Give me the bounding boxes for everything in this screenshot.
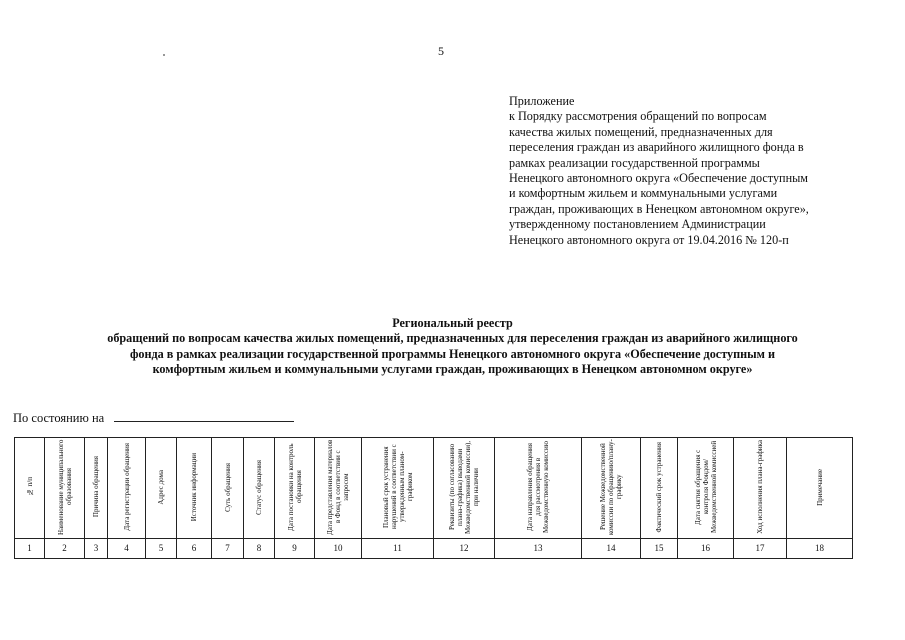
column-header bbox=[787, 438, 853, 539]
status-date-blank[interactable] bbox=[114, 421, 294, 422]
title-line: фонда в рамках реализации государственной программы Ненецкого автономного округа «Обеспечение доступным и bbox=[129, 346, 776, 361]
column-number: 18 bbox=[787, 539, 853, 559]
column-number: 4 bbox=[108, 539, 146, 559]
column-header bbox=[45, 438, 85, 539]
column-number: 6 bbox=[177, 539, 212, 559]
column-header-label: Наименование муниципального образования bbox=[56, 439, 73, 535]
column-header-label: Дата постановки на контроль обращения bbox=[286, 443, 303, 531]
appendix-line: утвержденному постановлением Администрации bbox=[509, 217, 766, 232]
column-header bbox=[678, 438, 734, 539]
appendix-line: Приложение bbox=[509, 94, 575, 108]
registry-table bbox=[14, 437, 853, 559]
column-header-label: Причина обращения bbox=[92, 456, 100, 518]
column-header bbox=[734, 438, 787, 539]
column-number: 11 bbox=[362, 539, 434, 559]
appendix-line: к Порядку рассмотрения обращений по вопросам bbox=[509, 109, 767, 124]
appendix-line: Ненецкого автономного округа от 19.04.2016 № 120-п bbox=[509, 232, 789, 247]
title-line: Региональный реестр bbox=[392, 316, 513, 330]
column-number: 15 bbox=[641, 539, 678, 559]
column-header bbox=[212, 438, 244, 539]
column-number: 9 bbox=[275, 539, 315, 559]
column-header bbox=[582, 438, 641, 539]
column-header bbox=[146, 438, 177, 539]
column-number: 1 bbox=[15, 539, 45, 559]
status-date-row bbox=[13, 411, 294, 426]
column-header bbox=[85, 438, 108, 539]
appendix-line: качества жилых помещений, предназначенных для bbox=[509, 124, 773, 139]
appendix-line: граждан, проживающих в Ненецком автономном округе», bbox=[509, 201, 809, 216]
column-header-label: Суть обращения bbox=[223, 462, 232, 512]
column-header bbox=[641, 438, 678, 539]
column-header-label: Реквизиты (по согласованию плана-графика) выводами Межведомственной комиссии), при наличии bbox=[448, 440, 480, 534]
page-number: 5 bbox=[438, 44, 444, 58]
column-header-label: Статус обращения bbox=[255, 459, 263, 515]
column-number: 12 bbox=[434, 539, 495, 559]
column-number: 2 bbox=[45, 539, 85, 559]
status-label: По состоянию на bbox=[13, 411, 105, 425]
column-header bbox=[244, 438, 275, 539]
column-header-label: Дата снятия обращения с контроля Фондом/Межведомственной комиссией bbox=[693, 440, 718, 534]
column-number: 10 bbox=[315, 539, 362, 559]
column-header-label: Решение Межведомственной комиссии по обращению/плану-графику bbox=[599, 439, 623, 535]
column-number: 14 bbox=[582, 539, 641, 559]
column-number: 8 bbox=[244, 539, 275, 559]
column-number: 7 bbox=[212, 539, 244, 559]
column-header-label: Плановый срок устранения нарушений в соответствии с утвержденным планом-графиком bbox=[381, 444, 414, 530]
column-header-label: Дата направления обращения для рассмотрения в Межведомственную комиссию bbox=[526, 441, 550, 533]
title-line: комфортным жильем и коммунальными услугами граждан, проживающих в Ненецком автономном округе» bbox=[152, 362, 753, 377]
column-header bbox=[495, 438, 582, 539]
appendix-note bbox=[509, 94, 899, 248]
column-header bbox=[315, 438, 362, 539]
column-number-row bbox=[15, 539, 853, 559]
column-header-label: Ход исполнения плана-графика bbox=[756, 440, 764, 534]
column-header-label: Фактический срок устранения bbox=[655, 441, 663, 533]
column-header-label: Дата представления материалов в Фонд в соответствии с запросом bbox=[326, 439, 350, 535]
column-header bbox=[362, 438, 434, 539]
column-number: 3 bbox=[85, 539, 108, 559]
appendix-line: и комфортным жильем и коммунальными услугами bbox=[509, 186, 778, 201]
column-number: 5 bbox=[146, 539, 177, 559]
column-header-label: Дата регистрации обращения bbox=[122, 443, 131, 531]
column-header bbox=[108, 438, 146, 539]
column-header-label: Примечание bbox=[815, 468, 824, 506]
column-number: 16 bbox=[678, 539, 734, 559]
column-header-label: Источник информации bbox=[190, 452, 198, 522]
column-header bbox=[177, 438, 212, 539]
registry-title bbox=[0, 316, 905, 378]
column-header-label: Адрес дома bbox=[157, 469, 165, 505]
column-header-label: № п/п bbox=[25, 477, 34, 497]
appendix-line: рамках реализации государственной программы bbox=[509, 155, 760, 170]
column-number: 17 bbox=[734, 539, 787, 559]
column-header bbox=[15, 438, 45, 539]
appendix-line: переселения граждан из аварийного жилищного фонда в bbox=[509, 140, 804, 155]
column-header bbox=[275, 438, 315, 539]
column-number: 13 bbox=[495, 539, 582, 559]
scan-speck bbox=[163, 54, 165, 56]
table-header-row bbox=[15, 438, 853, 539]
appendix-line: Ненецкого автономного округа «Обеспечение доступным bbox=[509, 171, 808, 186]
title-line: обращений по вопросам качества жилых помещений, предназначенных для переселения граждан из аварийного жилищного bbox=[107, 331, 798, 346]
column-header bbox=[434, 438, 495, 539]
